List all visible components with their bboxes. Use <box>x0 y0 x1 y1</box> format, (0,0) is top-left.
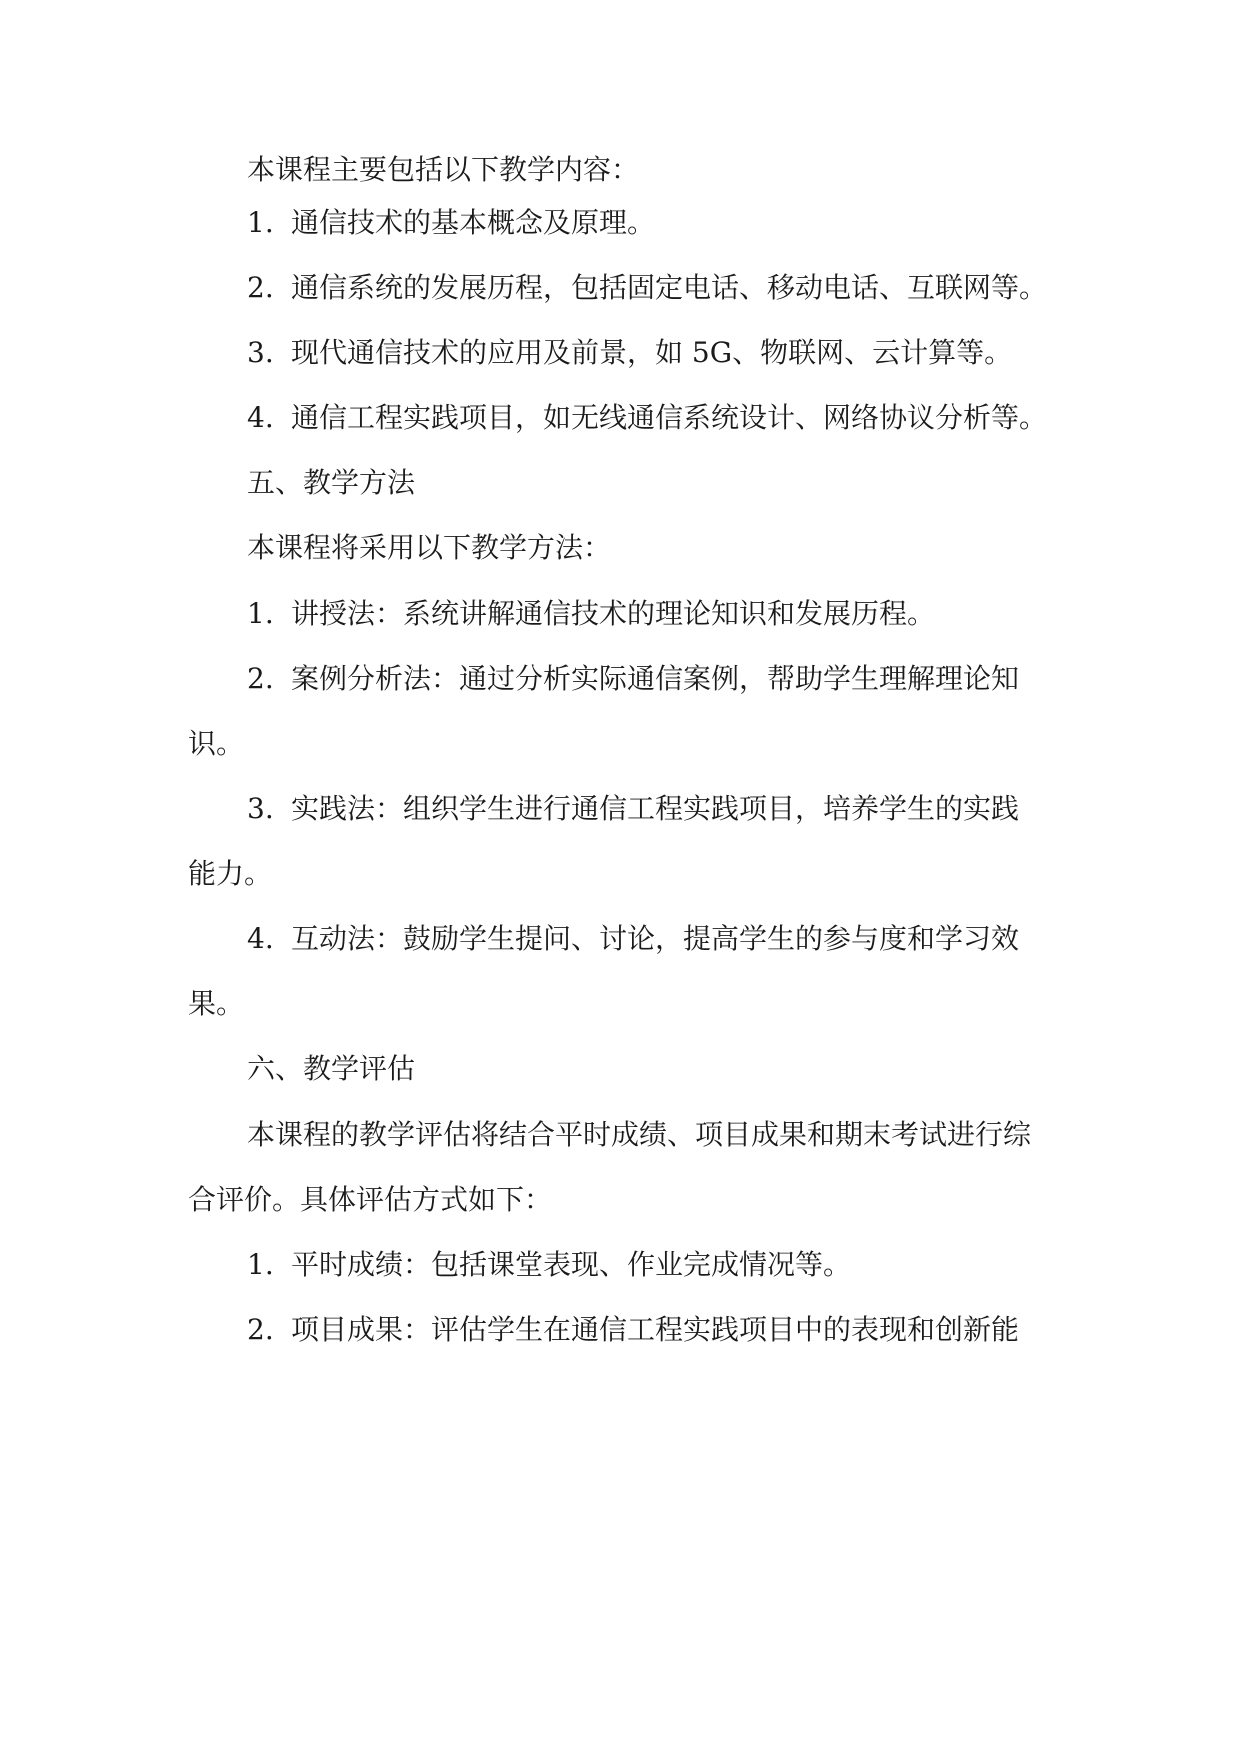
list-number: 2. <box>247 662 274 695</box>
evaluation-paragraph-line-2: 合评价。具体评估方式如下： <box>188 1183 553 1216</box>
list-text: 讲授法：系统讲解通信技术的理论知识和发展历程。 <box>291 597 936 630</box>
method-item-2-continuation: 识。 <box>188 727 245 760</box>
list-number: 2. <box>247 1313 274 1346</box>
list-text: 通信技术的基本概念及原理。 <box>291 206 656 239</box>
content-item-3 <box>247 324 1012 382</box>
content-item-4 <box>247 389 1047 447</box>
list-number: 4. <box>247 401 274 434</box>
method-item-3 <box>247 780 1019 838</box>
eval-item-1 <box>247 1236 851 1294</box>
list-text: 案例分析法：通过分析实际通信案例，帮助学生理解理论知 <box>291 662 1020 695</box>
evaluation-paragraph-line-1: 本课程的教学评估将结合平时成绩、项目成果和期末考试进行综 <box>247 1118 1032 1151</box>
list-number: 3. <box>247 792 274 825</box>
list-number: 1. <box>247 597 274 630</box>
content-item-1 <box>247 194 655 252</box>
section-heading-evaluation: 六、教学评估 <box>247 1052 416 1085</box>
content-item-2 <box>247 259 1047 317</box>
method-item-4 <box>247 910 1019 968</box>
methods-intro: 本课程将采用以下教学方法： <box>247 531 612 564</box>
method-item-2 <box>247 650 1019 708</box>
list-number: 3. <box>247 336 274 369</box>
eval-item-2 <box>247 1301 1019 1359</box>
list-text: 通信工程实践项目，如无线通信系统设计、网络协议分析等。 <box>291 401 1048 434</box>
list-text: 项目成果：评估学生在通信工程实践项目中的表现和创新能 <box>291 1313 1020 1346</box>
section-heading-methods: 五、教学方法 <box>247 466 416 499</box>
list-text: 通信系统的发展历程，包括固定电话、移动电话、互联网等。 <box>291 271 1048 304</box>
list-text: 互动法：鼓励学生提问、讨论，提高学生的参与度和学习效 <box>291 922 1020 955</box>
method-item-3-continuation: 能力。 <box>188 857 273 890</box>
list-text: 实践法：组织学生进行通信工程实践项目，培养学生的实践 <box>291 792 1020 825</box>
intro-paragraph: 本课程主要包括以下教学内容： <box>247 153 640 186</box>
list-number: 4. <box>247 922 274 955</box>
method-item-4-continuation: 果。 <box>188 987 245 1020</box>
list-text: 现代通信技术的应用及前景，如 5G、物联网、云计算等。 <box>291 336 1013 369</box>
list-number: 1. <box>247 1248 274 1281</box>
list-text: 平时成绩：包括课堂表现、作业完成情况等。 <box>291 1248 852 1281</box>
method-item-1 <box>247 585 935 643</box>
list-number: 1. <box>247 206 274 239</box>
list-number: 2. <box>247 271 274 304</box>
